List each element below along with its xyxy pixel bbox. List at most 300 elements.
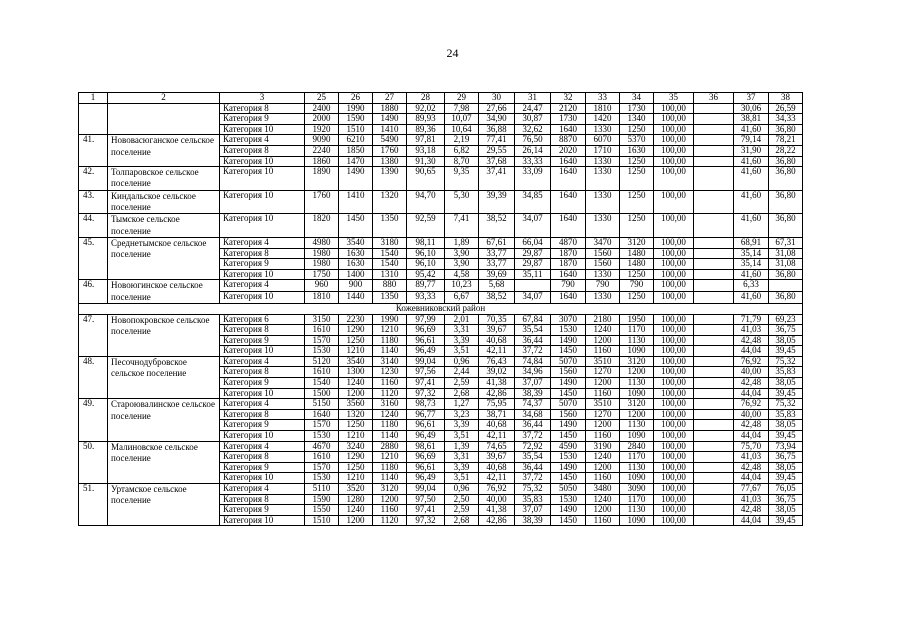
value-cell: 100,00 xyxy=(654,367,694,378)
value-cell: 34,07 xyxy=(515,214,551,238)
value-cell: 3180 xyxy=(373,237,407,248)
value-cell: 35,14 xyxy=(734,248,769,259)
value-cell: 4870 xyxy=(551,237,586,248)
value-cell: 76,92 xyxy=(734,399,769,410)
value-cell: 38,05 xyxy=(769,335,803,346)
value-cell: 42,86 xyxy=(479,388,515,399)
value-cell: 5150 xyxy=(305,399,339,410)
value-cell: 1130 xyxy=(620,462,654,473)
value-cell: 39,45 xyxy=(769,473,803,484)
value-cell: 3090 xyxy=(620,484,654,495)
value-cell: 36,80 xyxy=(769,269,803,280)
value-cell: 39,45 xyxy=(769,515,803,526)
value-cell: 1290 xyxy=(339,452,373,463)
value-cell: 1180 xyxy=(373,335,407,346)
value-cell: 1450 xyxy=(551,431,586,442)
value-cell: 1750 xyxy=(305,269,339,280)
value-cell: 1560 xyxy=(551,367,586,378)
value-cell: 10,64 xyxy=(445,124,479,135)
value-cell: 3,51 xyxy=(445,431,479,442)
value-cell: 91,30 xyxy=(407,156,445,167)
value-cell: 3120 xyxy=(620,237,654,248)
settlement-number: 49. xyxy=(79,399,108,441)
header-cell: 32 xyxy=(551,93,586,104)
value-cell: 100,00 xyxy=(654,135,694,146)
category-cell: Категория 8 xyxy=(220,325,305,336)
value-cell: 7,41 xyxy=(445,214,479,238)
category-cell: Категория 9 xyxy=(220,505,305,516)
value-cell: 4590 xyxy=(551,441,586,452)
value-cell xyxy=(694,409,734,420)
value-cell: 1230 xyxy=(373,367,407,378)
value-cell: 6,33 xyxy=(734,280,769,292)
value-cell: 1380 xyxy=(373,156,407,167)
value-cell: 79,14 xyxy=(734,135,769,146)
value-cell: 1730 xyxy=(551,114,586,125)
value-cell: 5070 xyxy=(551,356,586,367)
value-cell: 96,61 xyxy=(407,335,445,346)
value-cell: 1450 xyxy=(551,515,586,526)
category-cell: Категория 4 xyxy=(220,280,305,292)
value-cell: 1330 xyxy=(586,190,620,214)
value-cell: 40,68 xyxy=(479,462,515,473)
value-cell: 1160 xyxy=(586,431,620,442)
category-cell: Категория 8 xyxy=(220,248,305,259)
value-cell: 89,93 xyxy=(407,114,445,125)
value-cell: 1330 xyxy=(586,292,620,304)
value-cell: 34,96 xyxy=(515,367,551,378)
value-cell: 35,14 xyxy=(734,259,769,270)
value-cell: 35,83 xyxy=(769,409,803,420)
value-cell: 1440 xyxy=(339,292,373,304)
value-cell: 100,00 xyxy=(654,214,694,238)
value-cell: 99,04 xyxy=(407,484,445,495)
header-cell: 3 xyxy=(220,93,305,104)
value-cell: 77,41 xyxy=(479,135,515,146)
value-cell: 96,61 xyxy=(407,420,445,431)
value-cell xyxy=(515,280,551,292)
value-cell: 2240 xyxy=(305,145,339,156)
table-row xyxy=(79,237,803,248)
value-cell: 42,11 xyxy=(479,473,515,484)
value-cell: 1760 xyxy=(373,145,407,156)
value-cell: 36,44 xyxy=(515,462,551,473)
value-cell: 1640 xyxy=(551,292,586,304)
value-cell xyxy=(694,259,734,270)
value-cell: 41,60 xyxy=(734,190,769,214)
value-cell: 3140 xyxy=(373,356,407,367)
value-cell: 36,44 xyxy=(515,335,551,346)
value-cell: 1890 xyxy=(305,167,339,191)
page-number: 24 xyxy=(446,46,459,60)
value-cell: 1820 xyxy=(305,214,339,238)
value-cell: 96,49 xyxy=(407,431,445,442)
header-cell: 35 xyxy=(654,93,694,104)
value-cell: 0,96 xyxy=(445,484,479,495)
value-cell: 1320 xyxy=(339,409,373,420)
value-cell: 96,77 xyxy=(407,409,445,420)
value-cell: 76,92 xyxy=(734,356,769,367)
settlement-number: 47. xyxy=(79,314,108,356)
value-cell: 1490 xyxy=(551,420,586,431)
value-cell: 1500 xyxy=(305,388,339,399)
value-cell: 34,85 xyxy=(515,190,551,214)
value-cell xyxy=(694,356,734,367)
value-cell: 1530 xyxy=(305,473,339,484)
value-cell: 76,05 xyxy=(769,484,803,495)
value-cell: 1250 xyxy=(620,214,654,238)
settlement-number: 44. xyxy=(79,214,108,238)
value-cell: 3,39 xyxy=(445,335,479,346)
value-cell: 6,82 xyxy=(445,145,479,156)
header-cell: 27 xyxy=(373,93,407,104)
value-cell: 3,39 xyxy=(445,420,479,431)
value-cell: 41,38 xyxy=(479,378,515,389)
settlement-name: Тымское сельское поселение xyxy=(108,214,220,238)
value-cell: 96,69 xyxy=(407,325,445,336)
value-cell: 100,00 xyxy=(654,103,694,114)
table-row xyxy=(79,190,803,214)
value-cell: 1,89 xyxy=(445,237,479,248)
value-cell: 1640 xyxy=(551,156,586,167)
value-cell: 33,33 xyxy=(515,156,551,167)
value-cell: 38,05 xyxy=(769,505,803,516)
value-cell: 1630 xyxy=(620,145,654,156)
value-cell: 1590 xyxy=(339,114,373,125)
value-cell: 1990 xyxy=(339,103,373,114)
value-cell: 3240 xyxy=(339,441,373,452)
value-cell: 3,90 xyxy=(445,259,479,270)
category-cell: Категория 8 xyxy=(220,452,305,463)
value-cell: 75,70 xyxy=(734,441,769,452)
value-cell: 5,68 xyxy=(479,280,515,292)
value-cell: 26,59 xyxy=(769,103,803,114)
value-cell: 1710 xyxy=(586,145,620,156)
value-cell: 100,00 xyxy=(654,484,694,495)
value-cell: 24,47 xyxy=(515,103,551,114)
value-cell: 100,00 xyxy=(654,378,694,389)
settlement-number: 42. xyxy=(79,167,108,191)
value-cell: 1630 xyxy=(339,259,373,270)
value-cell: 36,88 xyxy=(479,124,515,135)
value-cell: 35,83 xyxy=(515,494,551,505)
value-cell: 100,00 xyxy=(654,473,694,484)
value-cell: 1950 xyxy=(620,314,654,325)
value-cell: 1490 xyxy=(551,378,586,389)
value-cell: 100,00 xyxy=(654,280,694,292)
value-cell: 42,11 xyxy=(479,431,515,442)
value-cell: 41,03 xyxy=(734,325,769,336)
value-cell: 1310 xyxy=(373,269,407,280)
value-cell: 1570 xyxy=(305,420,339,431)
value-cell: 1170 xyxy=(620,494,654,505)
value-cell: 29,55 xyxy=(479,145,515,156)
value-cell: 1290 xyxy=(339,325,373,336)
value-cell xyxy=(694,484,734,495)
value-cell: 34,33 xyxy=(769,114,803,125)
value-cell: 1340 xyxy=(620,114,654,125)
value-cell: 39,67 xyxy=(479,325,515,336)
value-cell: 1870 xyxy=(551,259,586,270)
value-cell: 96,69 xyxy=(407,452,445,463)
value-cell: 40,00 xyxy=(734,409,769,420)
value-cell: 1210 xyxy=(373,452,407,463)
value-cell: 100,00 xyxy=(654,314,694,325)
value-cell: 3520 xyxy=(339,484,373,495)
value-cell xyxy=(694,114,734,125)
value-cell: 1850 xyxy=(339,145,373,156)
value-cell: 35,83 xyxy=(769,367,803,378)
value-cell: 31,08 xyxy=(769,248,803,259)
value-cell: 1330 xyxy=(586,167,620,191)
value-cell: 100,00 xyxy=(654,114,694,125)
value-cell: 1610 xyxy=(305,367,339,378)
value-cell: 100,00 xyxy=(654,431,694,442)
value-cell: 1560 xyxy=(551,409,586,420)
table-row xyxy=(79,280,803,292)
category-cell: Категория 4 xyxy=(220,135,305,146)
value-cell: 34,68 xyxy=(515,409,551,420)
header-cell: 28 xyxy=(407,93,445,104)
category-cell: Категория 9 xyxy=(220,114,305,125)
value-cell: 35,11 xyxy=(515,269,551,280)
value-cell: 92,59 xyxy=(407,214,445,238)
value-cell: 1490 xyxy=(551,462,586,473)
value-cell xyxy=(694,237,734,248)
value-cell: 2840 xyxy=(620,441,654,452)
value-cell: 2,68 xyxy=(445,515,479,526)
category-cell: Категория 10 xyxy=(220,124,305,135)
value-cell: 3,51 xyxy=(445,473,479,484)
value-cell: 1390 xyxy=(373,167,407,191)
value-cell xyxy=(694,135,734,146)
value-cell xyxy=(694,367,734,378)
value-cell: 73,94 xyxy=(769,441,803,452)
value-cell: 76,92 xyxy=(479,484,515,495)
value-cell: 1130 xyxy=(620,505,654,516)
value-cell: 36,80 xyxy=(769,156,803,167)
value-cell: 42,48 xyxy=(734,462,769,473)
header-cell: 31 xyxy=(515,93,551,104)
value-cell: 790 xyxy=(551,280,586,292)
value-cell: 1200 xyxy=(586,335,620,346)
value-cell: 1200 xyxy=(586,420,620,431)
value-cell: 1350 xyxy=(373,214,407,238)
value-cell: 38,05 xyxy=(769,462,803,473)
value-cell: 1510 xyxy=(339,124,373,135)
value-cell: 9090 xyxy=(305,135,339,146)
value-cell: 1480 xyxy=(620,248,654,259)
value-cell xyxy=(694,124,734,135)
value-cell: 2,50 xyxy=(445,494,479,505)
value-cell: 36,44 xyxy=(515,420,551,431)
value-cell: 67,61 xyxy=(479,237,515,248)
value-cell xyxy=(694,248,734,259)
value-cell: 1540 xyxy=(373,248,407,259)
value-cell: 1470 xyxy=(339,156,373,167)
header-cell: 34 xyxy=(620,93,654,104)
value-cell: 36,80 xyxy=(769,167,803,191)
value-cell: 41,60 xyxy=(734,292,769,304)
value-cell: 92,02 xyxy=(407,103,445,114)
value-cell: 790 xyxy=(586,280,620,292)
value-cell: 36,80 xyxy=(769,124,803,135)
value-cell xyxy=(694,473,734,484)
value-cell: 98,61 xyxy=(407,441,445,452)
value-cell: 1540 xyxy=(373,259,407,270)
value-cell: 38,39 xyxy=(515,515,551,526)
header-cell: 36 xyxy=(694,93,734,104)
value-cell: 37,72 xyxy=(515,346,551,357)
value-cell: 67,84 xyxy=(515,314,551,325)
value-cell: 44,04 xyxy=(734,388,769,399)
category-cell: Категория 4 xyxy=(220,441,305,452)
value-cell: 5070 xyxy=(551,399,586,410)
value-cell: 100,00 xyxy=(654,388,694,399)
value-cell: 1590 xyxy=(305,494,339,505)
value-cell: 1120 xyxy=(373,388,407,399)
value-cell: 1130 xyxy=(620,378,654,389)
value-cell: 2,44 xyxy=(445,367,479,378)
value-cell: 74,65 xyxy=(479,441,515,452)
value-cell: 1210 xyxy=(339,473,373,484)
value-cell: 3190 xyxy=(586,441,620,452)
value-cell: 1490 xyxy=(551,505,586,516)
value-cell xyxy=(694,441,734,452)
value-cell: 10,07 xyxy=(445,114,479,125)
category-cell: Категория 9 xyxy=(220,420,305,431)
value-cell: 1610 xyxy=(305,452,339,463)
value-cell: 93,18 xyxy=(407,145,445,156)
value-cell: 77,67 xyxy=(734,484,769,495)
value-cell: 1640 xyxy=(551,190,586,214)
value-cell xyxy=(694,280,734,292)
value-cell: 44,04 xyxy=(734,515,769,526)
value-cell: 1240 xyxy=(373,409,407,420)
value-cell: 31,90 xyxy=(734,145,769,156)
value-cell xyxy=(694,269,734,280)
value-cell: 1160 xyxy=(373,378,407,389)
value-cell: 1090 xyxy=(620,473,654,484)
value-cell: 1330 xyxy=(586,214,620,238)
header-cell: 37 xyxy=(734,93,769,104)
category-cell: Категория 10 xyxy=(220,269,305,280)
value-cell: 100,00 xyxy=(654,145,694,156)
category-cell: Категория 4 xyxy=(220,237,305,248)
value-cell: 75,32 xyxy=(769,356,803,367)
value-cell: 1570 xyxy=(305,462,339,473)
settlement-name: Нововасюганское сельское поселение xyxy=(108,135,220,167)
value-cell xyxy=(694,145,734,156)
value-cell: 1200 xyxy=(620,409,654,420)
value-cell: 5110 xyxy=(305,484,339,495)
value-cell: 2230 xyxy=(339,314,373,325)
value-cell: 1530 xyxy=(551,494,586,505)
value-cell: 1200 xyxy=(373,494,407,505)
category-cell: Категория 10 xyxy=(220,214,305,238)
value-cell: 1980 xyxy=(305,248,339,259)
value-cell: 1610 xyxy=(305,325,339,336)
value-cell: 97,41 xyxy=(407,505,445,516)
category-cell: Категория 10 xyxy=(220,473,305,484)
value-cell: 3,31 xyxy=(445,325,479,336)
value-cell: 1170 xyxy=(620,325,654,336)
value-cell: 36,75 xyxy=(769,494,803,505)
category-cell: Категория 10 xyxy=(220,346,305,357)
category-cell: Категория 10 xyxy=(220,515,305,526)
value-cell xyxy=(694,399,734,410)
value-cell: 37,72 xyxy=(515,473,551,484)
value-cell: 3,31 xyxy=(445,452,479,463)
header-cell: 2 xyxy=(108,93,220,104)
settlement-number: 41. xyxy=(79,135,108,167)
value-cell: 100,00 xyxy=(654,167,694,191)
value-cell: 1860 xyxy=(305,156,339,167)
value-cell: 44,04 xyxy=(734,346,769,357)
value-cell: 100,00 xyxy=(654,190,694,214)
value-cell: 1330 xyxy=(586,124,620,135)
value-cell: 33,77 xyxy=(479,259,515,270)
settlement-name: Киндальское сельское поселение xyxy=(108,190,220,214)
value-cell: 76,50 xyxy=(515,135,551,146)
value-cell: 100,00 xyxy=(654,515,694,526)
value-cell: 100,00 xyxy=(654,462,694,473)
value-cell: 38,05 xyxy=(769,420,803,431)
value-cell: 27,66 xyxy=(479,103,515,114)
table-row xyxy=(79,356,803,367)
value-cell xyxy=(694,515,734,526)
value-cell: 1160 xyxy=(586,346,620,357)
category-cell: Категория 10 xyxy=(220,156,305,167)
value-cell: 97,99 xyxy=(407,314,445,325)
value-cell: 41,60 xyxy=(734,124,769,135)
settlement-number: 50. xyxy=(79,441,108,483)
value-cell: 1200 xyxy=(586,505,620,516)
value-cell: 40,68 xyxy=(479,420,515,431)
header-cell: 1 xyxy=(79,93,108,104)
table-row xyxy=(79,484,803,495)
category-cell: Категория 8 xyxy=(220,494,305,505)
value-cell: 1450 xyxy=(339,214,373,238)
value-cell: 3150 xyxy=(305,314,339,325)
header-cell: 29 xyxy=(445,93,479,104)
value-cell: 2120 xyxy=(551,103,586,114)
value-cell: 76,43 xyxy=(479,356,515,367)
value-cell: 3160 xyxy=(373,399,407,410)
value-cell: 1130 xyxy=(620,335,654,346)
value-cell: 2,68 xyxy=(445,388,479,399)
value-cell: 74,37 xyxy=(515,399,551,410)
value-cell: 2,01 xyxy=(445,314,479,325)
value-cell: 89,77 xyxy=(407,280,445,292)
value-cell: 100,00 xyxy=(654,269,694,280)
value-cell: 1330 xyxy=(586,156,620,167)
value-cell xyxy=(694,190,734,214)
value-cell: 1,27 xyxy=(445,399,479,410)
value-cell: 75,32 xyxy=(769,399,803,410)
value-cell: 41,60 xyxy=(734,214,769,238)
value-cell: 1490 xyxy=(339,167,373,191)
value-cell: 3070 xyxy=(551,314,586,325)
value-cell: 100,00 xyxy=(654,452,694,463)
value-cell: 35,54 xyxy=(515,325,551,336)
value-cell: 100,00 xyxy=(654,356,694,367)
category-cell: Категория 4 xyxy=(220,356,305,367)
value-cell: 3510 xyxy=(586,356,620,367)
value-cell: 32,62 xyxy=(515,124,551,135)
value-cell: 1210 xyxy=(339,431,373,442)
table-row xyxy=(79,441,803,452)
